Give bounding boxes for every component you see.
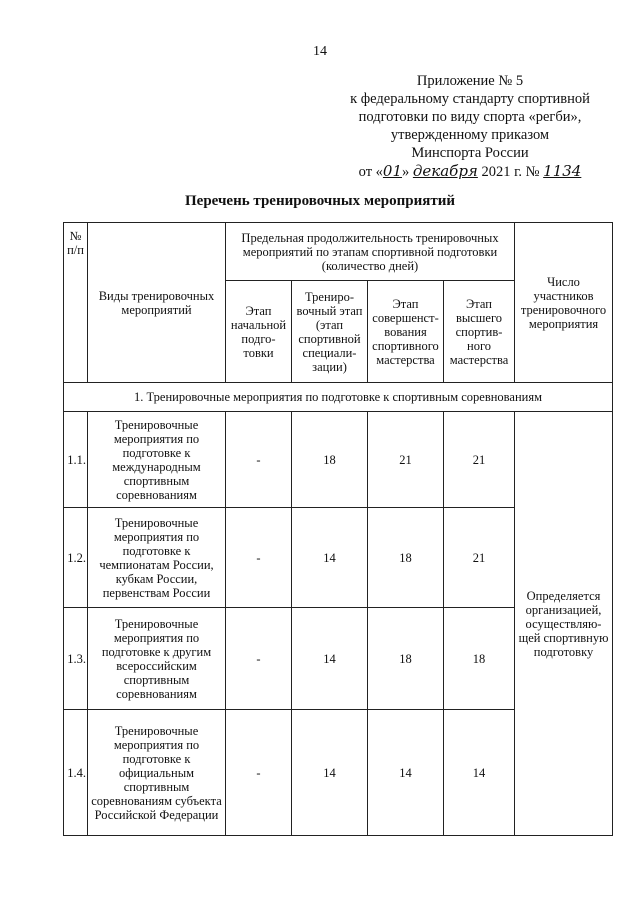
page-number: 14 bbox=[313, 44, 327, 59]
row-stage-training: 14 bbox=[292, 508, 368, 608]
date-prefix: от « bbox=[358, 164, 383, 180]
header-stage-improvement: Этап совершенст-вования спортивного мастерства bbox=[368, 281, 444, 383]
participants-value: Определяется организацией, осуществляю-щей спортивную подготовку bbox=[515, 412, 613, 836]
row-number: 1.4. bbox=[64, 710, 88, 836]
appendix-line-1: Приложение № 5 bbox=[416, 73, 524, 89]
training-events-table bbox=[63, 222, 613, 836]
row-stage-highest: 14 bbox=[444, 710, 515, 836]
appendix-line-2: к федеральному стандарту спортивной bbox=[350, 91, 590, 107]
row-stage-initial: - bbox=[226, 508, 292, 608]
row-event-name: Тренировочные мероприятия по подготовке к чемпионатам России, кубкам России, первенствам России bbox=[88, 508, 226, 608]
appendix-line-4: утвержденному приказом bbox=[390, 127, 550, 143]
row-stage-highest: 21 bbox=[444, 508, 515, 608]
appendix-line-3: подготовки по виду спорта «регби», bbox=[358, 109, 582, 125]
document-title: Перечень тренировочных мероприятий bbox=[185, 193, 455, 209]
row-stage-highest: 18 bbox=[444, 608, 515, 710]
header-stage-initial: Этап начальной подго-товки bbox=[226, 281, 292, 383]
header-num: № п/п bbox=[64, 223, 88, 383]
row-stage-initial: - bbox=[226, 412, 292, 508]
row-stage-training: 14 bbox=[292, 710, 368, 836]
row-number: 1.1. bbox=[64, 412, 88, 508]
row-stage-initial: - bbox=[226, 608, 292, 710]
row-event-name: Тренировочные мероприятия по подготовке к официальным спортивным соревнованиям субъекта Российской Федерации bbox=[88, 710, 226, 836]
order-date-line bbox=[330, 162, 610, 181]
header-types: Виды тренировочных мероприятий bbox=[88, 223, 226, 383]
header-row-1 bbox=[64, 223, 613, 281]
section-row bbox=[64, 383, 613, 412]
row-event-name: Тренировочные мероприятия по подготовке к другим всероссийским спортивным соревнованиям bbox=[88, 608, 226, 710]
table-row bbox=[64, 412, 613, 508]
row-stage-initial: - bbox=[226, 710, 292, 836]
header-max-duration: Предельная продолжительность тренировочных мероприятий по этапам спортивной подготовки (количество дней) bbox=[226, 223, 515, 281]
appendix-line-5: Минспорта России bbox=[411, 145, 529, 161]
header-stage-training: Трениро-вочный этап (этап спортивной специали-зации) bbox=[292, 281, 368, 383]
header-stage-highest: Этап высшего спортив-ного мастерства bbox=[444, 281, 515, 383]
row-number: 1.2. bbox=[64, 508, 88, 608]
date-year: 2021 г. № bbox=[481, 164, 540, 180]
order-number-handwritten: 1134 bbox=[543, 162, 582, 180]
header-participants: Число участников тренировочного мероприятия bbox=[515, 223, 613, 383]
row-stage-training: 18 bbox=[292, 412, 368, 508]
row-stage-improvement: 21 bbox=[368, 412, 444, 508]
row-stage-improvement: 14 bbox=[368, 710, 444, 836]
date-day-handwritten: 01 bbox=[382, 162, 403, 180]
row-event-name: Тренировочные мероприятия по подготовке к международным спортивным соревнованиям bbox=[88, 412, 226, 508]
row-stage-highest: 21 bbox=[444, 412, 515, 508]
row-stage-improvement: 18 bbox=[368, 608, 444, 710]
date-month-handwritten: декабря bbox=[412, 162, 478, 180]
row-stage-training: 14 bbox=[292, 608, 368, 710]
date-mid: » bbox=[402, 164, 410, 180]
appendix-block bbox=[330, 72, 610, 181]
section-title: 1. Тренировочные мероприятия по подготовке к спортивным соревнованиям bbox=[64, 383, 613, 412]
row-stage-improvement: 18 bbox=[368, 508, 444, 608]
row-number: 1.3. bbox=[64, 608, 88, 710]
